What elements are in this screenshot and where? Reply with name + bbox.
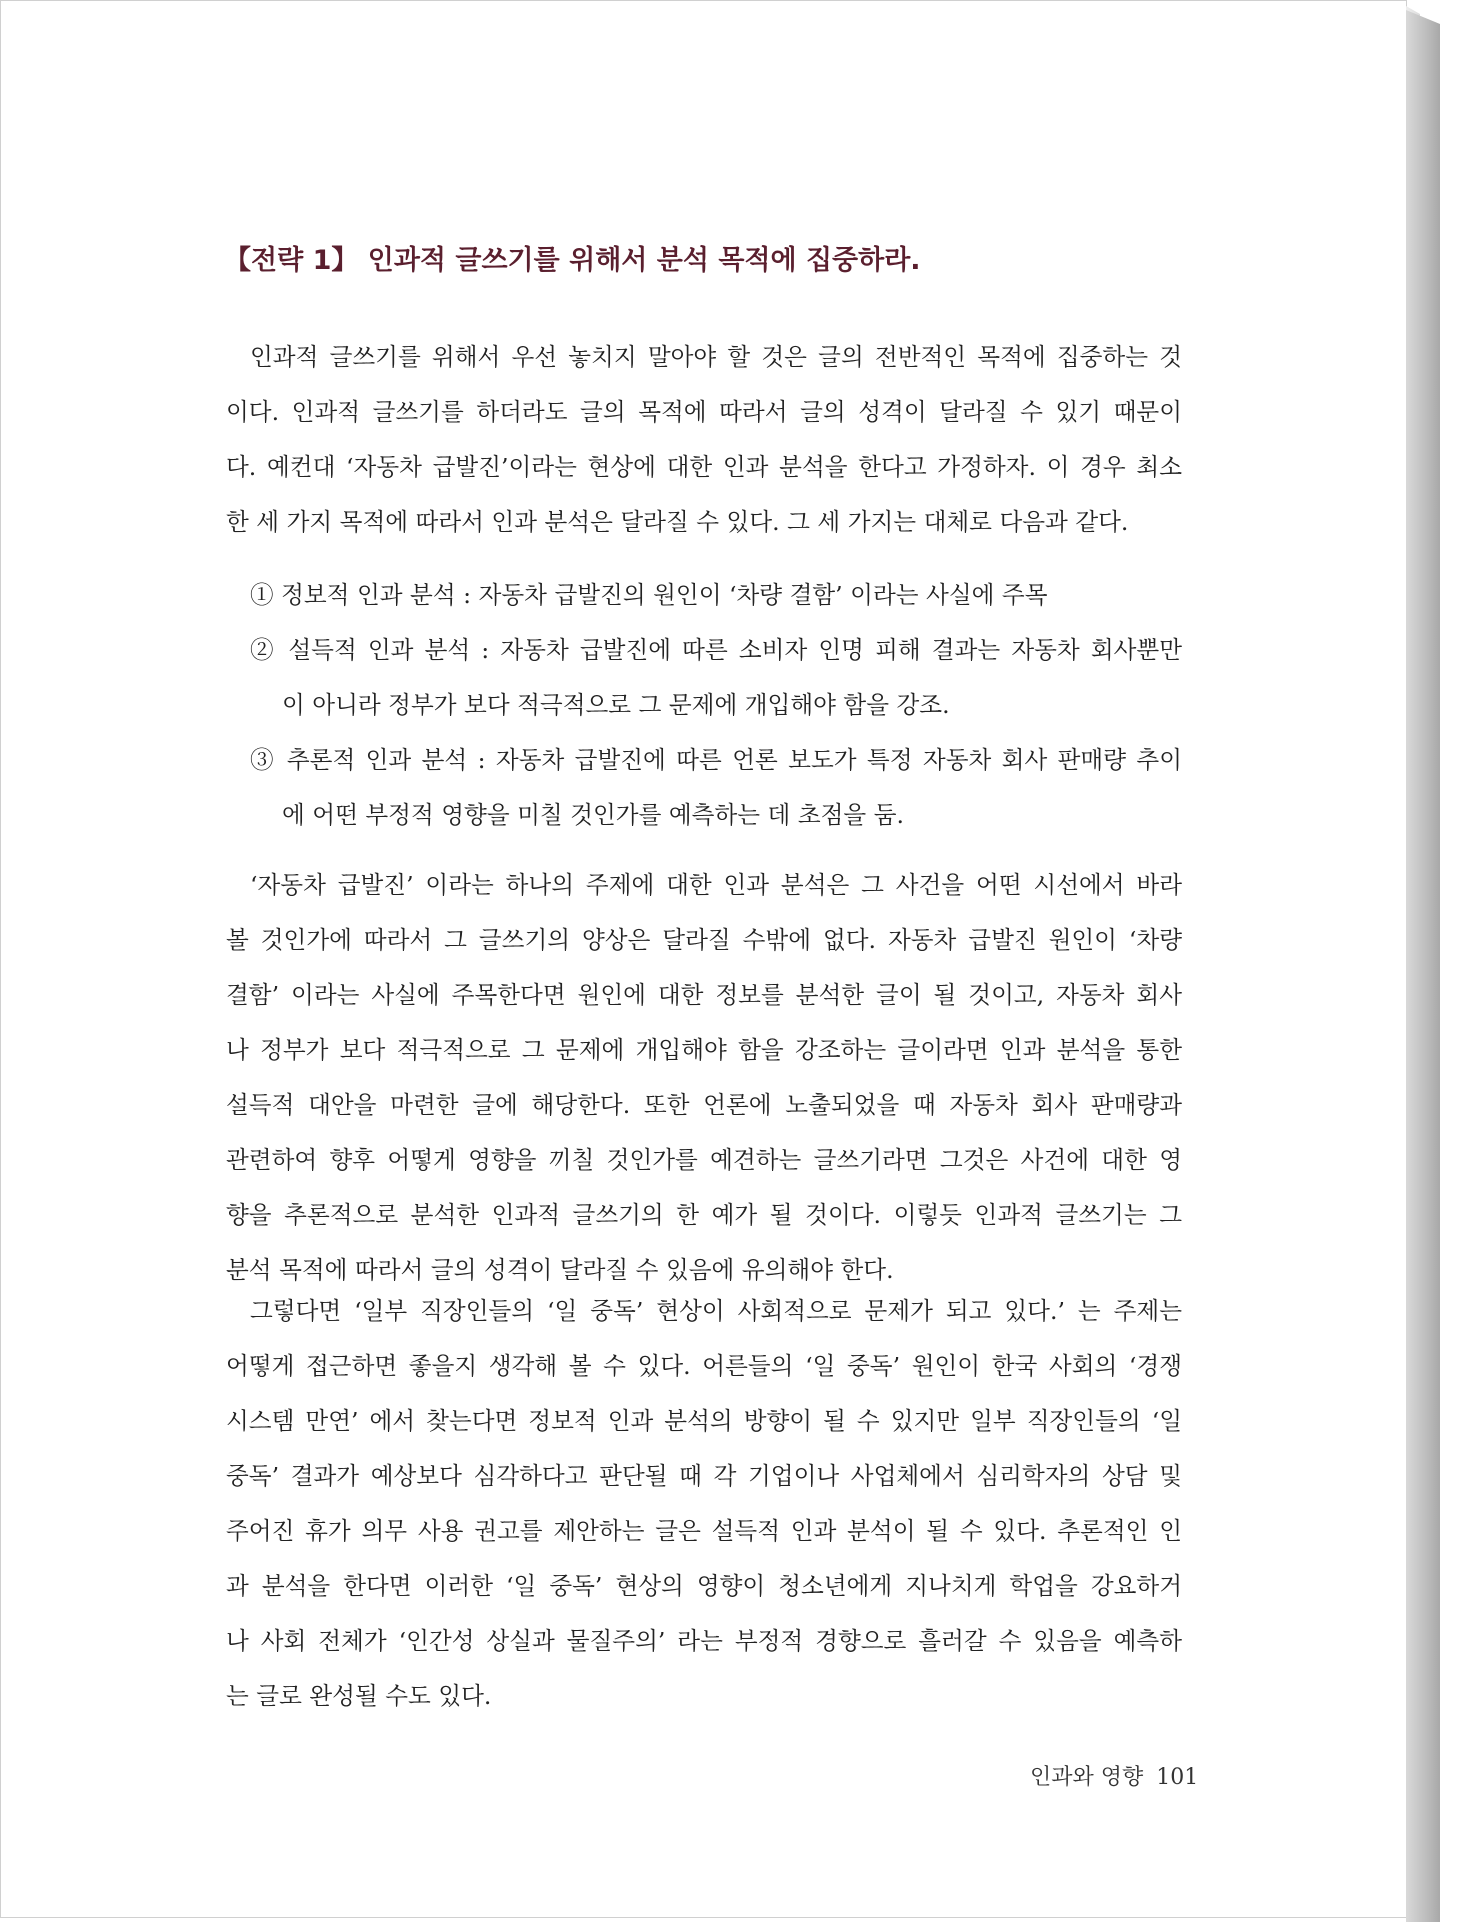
paragraph-3 [226, 1284, 1182, 1724]
strategy-heading: 【전략 1】 인과적 글쓰기를 위해서 분석 목적에 집중하라. [224, 245, 921, 276]
list-item-inferential: ③ 추론적 인과 분석 : 자동차 급발진에 따른 언론 보도가 특정 자동차 회사 판매량 추이 [250, 746, 1182, 774]
page-number: 101 [1156, 1765, 1199, 1790]
text-line: 는 글로 완성될 수도 있다. [226, 1682, 492, 1710]
analysis-type-list [250, 568, 1182, 843]
text-line: 다. 예컨대 ‘자동차 급발진’이라는 현상에 대한 인과 분석을 한다고 가정하자. 이 경우 최소 [226, 453, 1182, 481]
text-line: 주어진 휴가 의무 사용 권고를 제안하는 글은 설득적 인과 분석이 될 수 있다. 추론적인 인 [226, 1517, 1182, 1545]
text-line: 이다. 인과적 글쓰기를 하더라도 글의 목적에 따라서 글의 성격이 달라질 수 있기 때문이 [226, 398, 1182, 426]
text-line: 과 분석을 한다면 이러한 ‘일 중독’ 현상의 영향이 청소년에게 지나치게 학업을 강요하거 [226, 1572, 1182, 1600]
list-item-persuasive: ② 설득적 인과 분석 : 자동차 급발진에 따른 소비자 인명 피해 결과는 자동차 회사뿐만 [250, 636, 1182, 664]
text-line: 중독’ 결과가 예상보다 심각하다고 판단될 때 각 기업이나 사업체에서 심리학자의 상담 및 [226, 1462, 1182, 1490]
text-line: 관련하여 향후 어떻게 영향을 끼칠 것인가를 예견하는 글쓰기라면 그것은 사건에 대한 영 [226, 1146, 1182, 1174]
book-page-edge [1406, 10, 1440, 1922]
text-line: 나 사회 전체가 ‘인간성 상실과 물질주의’ 라는 부정적 경향으로 흘러갈 수 있음을 예측하 [226, 1627, 1182, 1655]
text-line: 나 정부가 보다 적극적으로 그 문제에 개입해야 함을 강조하는 글이라면 인과 분석을 통한 [226, 1036, 1182, 1064]
footer-section-title: 인과와 영향 [1030, 1765, 1144, 1790]
text-line: ‘자동차 급발진’ 이라는 하나의 주제에 대한 인과 분석은 그 사건을 어떤 시선에서 바라 [250, 871, 1182, 899]
text-line: 인과적 글쓰기를 위해서 우선 놓치지 말아야 할 것은 글의 전반적인 목적에 집중하는 것 [250, 343, 1182, 371]
text-line: 어떻게 접근하면 좋을지 생각해 볼 수 있다. 어른들의 ‘일 중독’ 원인이 한국 사회의 ‘경쟁 [226, 1352, 1182, 1380]
text-line: 한 세 가지 목적에 따라서 인과 분석은 달라질 수 있다. 그 세 가지는 대체로 다음과 같다. [226, 508, 1129, 536]
text-line: 결함’ 이라는 사실에 주목한다면 원인에 대한 정보를 분석한 글이 될 것이고, 자동차 회사 [226, 981, 1182, 1009]
text-line: 향을 추론적으로 분석한 인과적 글쓰기의 한 예가 될 것이다. 이렇듯 인과적 글쓰기는 그 [226, 1201, 1182, 1229]
list-item-inferential-cont: 에 어떤 부정적 영향을 미칠 것인가를 예측하는 데 초점을 둠. [282, 801, 904, 829]
list-item-persuasive-cont: 이 아니라 정부가 보다 적극적으로 그 문제에 개입해야 함을 강조. [282, 691, 950, 719]
text-line: 설득적 대안을 마련한 글에 해당한다. 또한 언론에 노출되었을 때 자동차 회사 판매량과 [226, 1091, 1182, 1119]
page-footer [1030, 1760, 1198, 1791]
text-line: 볼 것인가에 따라서 그 글쓰기의 양상은 달라질 수밖에 없다. 자동차 급발진 원인이 ‘차량 [226, 926, 1182, 954]
text-line: 그렇다면 ‘일부 직장인들의 ‘일 중독’ 현상이 사회적으로 문제가 되고 있다.’ 는 주제는 [250, 1297, 1182, 1325]
paragraph-2 [226, 858, 1182, 1298]
text-line: 분석 목적에 따라서 글의 성격이 달라질 수 있음에 유의해야 한다. [226, 1256, 894, 1284]
list-item-informative: ① 정보적 인과 분석 : 자동차 급발진의 원인이 ‘차량 결함’ 이라는 사실에 주목 [250, 581, 1048, 609]
intro-paragraph [226, 330, 1182, 550]
text-line: 시스템 만연’ 에서 찾는다면 정보적 인과 분석의 방향이 될 수 있지만 일부 직장인들의 ‘일 [226, 1407, 1182, 1435]
